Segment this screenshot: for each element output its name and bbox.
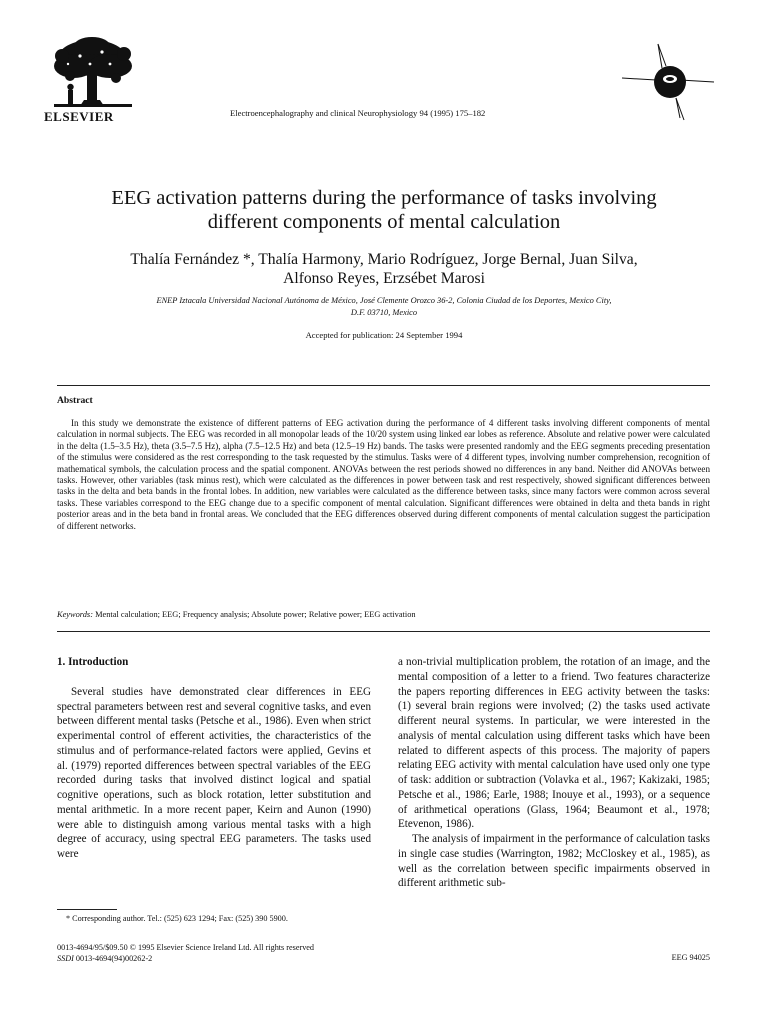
article-identifiers	[57, 942, 314, 964]
abstract-text: In this study we demonstrate the existence of different patterns of EEG activation during the performance of 4 different tasks involving different components of mental calculation in normal subjects. The EEG was recorded in all monopolar leads of the 10/20 system using linked ear lobes as reference. Absolute and relative power were calculated in the delta (1.5–3.5 Hz), theta (3.5–7.5 Hz), alpha (7.5–12.5 Hz) and beta (12.5–19 Hz) bands. The tasks were presented randomly and the EEG segments preceding presentation of the stimulus were considered as the rest corresponding to the task requested by the stimulus. Tasks were of 4 different types, involving number comprehension, recognition of mathematical symbols, the calculation process and the spatial component. ANOVAs between the rest periods showed no differences in any band. Neither did ANOVAs between tasks. However, other variables (task minus rest), which were calculated as the differences in power between task and rest respectively, showed significant differences between tasks in the delta and beta bands in the frontal lobes. In addition, new variables were calculated as the difference between tasks, since many factors were common across several tasks. These variables correspond to the EEG change due to a specific component of mental calculation. Significant differences were obtained in delta and theta bands in right posterior areas and in the beta band in frontal areas. We concluded that the EEG differences observed during different components of mental calculation suggest the participation of different networks.	[57, 418, 710, 531]
introduction-paragraph-1: Several studies have demonstrated clear differences in EEG spectral parameters between rest and several cognitive tasks, and even between different mental tasks (Petsche et al., 1986). Even when strict experimental control of efferent activities, the characteristics of the stimulus and of performance-related factors were applied, Gevins et al. (1979) reported differences between spectral variables of the EEG recorded during tasks that involved distinct logical and spatial cognitive operations, such as block rotation, letter substitution and mental arithmetic. In a more recent paper, Keirn and Aunon (1990) were able to distinguish among various mental tasks with a high degree of accuracy, using spectral EEG parameters. The tasks used were	[57, 685, 371, 860]
accepted-date: Accepted for publication: 24 September 1994	[305, 330, 463, 340]
keywords-text: Mental calculation; EEG; Frequency analysis; Absolute power; Relative power; EEG activation	[95, 610, 416, 619]
ssdi-label: SSDI	[57, 954, 74, 963]
keywords	[57, 610, 710, 619]
abstract-heading: Abstract	[57, 395, 93, 406]
authors-line-2: Alfonso Reyes, Erzsébet Marosi	[283, 270, 485, 287]
ssdi-value: 0013-4694(94)00262-2	[75, 954, 153, 963]
affiliation-line-1: ENEP Iztacala Universidad Nacional Autónoma de México, José Clemente Orozco 36-2, Colonia Ciudad de los Deportes, Mexico City,	[156, 296, 612, 305]
affiliation-line-2: D.F. 03710, Mexico	[350, 307, 418, 317]
title-line-2: different components of mental calculation	[207, 211, 561, 233]
article-code: EEG 94025	[671, 953, 710, 962]
elsevier-logo	[44, 36, 140, 125]
tree-icon	[44, 36, 140, 108]
ssdi-line	[57, 953, 314, 964]
publisher-name: ELSEVIER	[44, 109, 114, 124]
footnote-corresponding-author: * Corresponding author. Tel.: (525) 623 1294; Fax: (525) 390 5900.	[66, 914, 288, 923]
introduction-paragraph-2: a non-trivial multiplication problem, the rotation of an image, and the mental composition of a letter to a friend. Two features characterize the papers reporting differences in EEG activity between the tasks: (1) several brain regions were involved; (2) the tasks used activate different neural systems. In particular, we were interested in the analysis of mental calculation using different tasks which have been related to different aspects of this process. The majority of papers relating EEG activity with mental calculation have used only one type of task: addition or subtraction (Volavka et al., 1967; Kakizaki, 1985; Petsche et al., 1986; Earle, 1988; Inouye et al., 1993), or a sequence of arithmetical operations (Glass, 1964; Beaumont et al., 1978; Etevenon, 1986).	[398, 656, 710, 831]
journal-seal-icon	[618, 38, 718, 122]
column-left	[57, 655, 371, 862]
keywords-label: Keywords:	[57, 610, 93, 619]
footnote-divider	[57, 909, 117, 910]
article-title	[50, 186, 718, 234]
divider-top	[57, 385, 710, 386]
issn-line: 0013-4694/95/$09.50 © 1995 Elsevier Science Ireland Ltd. All rights reserved	[57, 943, 315, 952]
section-heading-introduction: 1. Introduction	[57, 656, 129, 668]
journal-citation: Electroencephalography and clinical Neurophysiology 94 (1995) 175–182	[230, 108, 486, 118]
divider-bottom	[57, 631, 710, 632]
authors-line-1: Thalía Fernández *, Thalía Harmony, Mario Rodríguez, Jorge Bernal, Juan Silva,	[130, 251, 638, 268]
introduction-paragraph-3: The analysis of impairment in the performance of calculation tasks in single case studies (Warrington, 1982; McCloskey et al., 1985), as well as the correlation between specific impairments observed in different arithmetic sub-	[398, 833, 710, 890]
title-line-1: EEG activation patterns during the performance of tasks involving	[111, 187, 657, 209]
column-right	[398, 655, 710, 891]
author-affiliation	[60, 295, 708, 318]
article-authors	[50, 250, 718, 288]
